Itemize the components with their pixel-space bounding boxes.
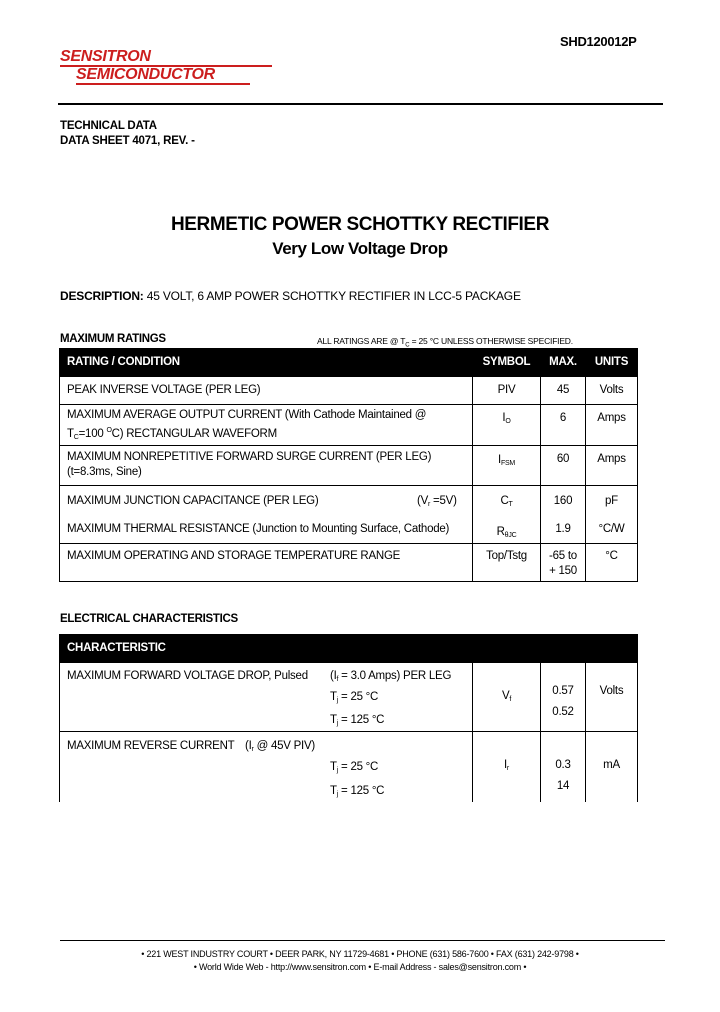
table-header-row <box>60 635 638 663</box>
t-subscript: j <box>336 767 339 774</box>
capacitance-symbol <box>473 494 540 512</box>
characteristic-condition <box>245 739 315 757</box>
t-symbol: T <box>330 714 337 726</box>
characteristic-condition <box>330 669 451 687</box>
max-cell: 6 <box>541 405 586 446</box>
symbol-sub: O <box>505 418 511 425</box>
temp-line-1 <box>67 760 472 778</box>
degree-superscript: O <box>106 427 112 434</box>
t-subscript: j <box>336 791 339 798</box>
t-subscript: j <box>336 697 339 704</box>
value-25c: 0.57 <box>552 685 574 697</box>
rating-line1 <box>67 494 472 509</box>
table-row <box>60 732 638 803</box>
symbol-cell <box>473 405 541 446</box>
cond-post: @ 45V PIV) <box>253 740 315 752</box>
t-value: = 125 °C <box>338 785 385 797</box>
cond-pre: (V <box>417 495 428 507</box>
thermal-label: MAXIMUM THERMAL RESISTANCE (Junction to Mounting Surface, Cathode) <box>67 523 450 535</box>
company-name-line1: SENSITRON <box>60 48 151 65</box>
cond-sub: f <box>336 676 339 683</box>
max-ratings-table <box>59 348 638 582</box>
value-cell <box>541 732 586 803</box>
temp-line-1 <box>67 690 472 708</box>
col-max: MAX. <box>541 349 586 377</box>
value-125c: 0.52 <box>552 706 574 718</box>
symbol-main: I <box>503 759 507 771</box>
symbol-sub: T <box>508 501 513 508</box>
col-rating: RATING / CONDITION <box>60 349 473 377</box>
t-symbol: T <box>67 428 74 440</box>
value-125c: 14 <box>556 780 570 792</box>
rating-cell <box>60 486 473 544</box>
max-cell: 60 <box>541 446 586 486</box>
rating-line2 <box>67 423 472 445</box>
thermal-units: °C/W <box>598 523 625 535</box>
ratings-note-sub: C <box>405 342 410 349</box>
document-title: HERMETIC POWER SCHOTTKY RECTIFIER <box>170 214 550 235</box>
cond-post: = 3.0 Amps) PER LEG <box>338 670 452 682</box>
table-row <box>60 663 638 732</box>
thermal-symbol <box>473 525 540 543</box>
symbol-main: C <box>500 495 509 507</box>
thermal-max: 1.9 <box>555 523 571 535</box>
units-cell: °C <box>586 544 638 582</box>
rating-cell: MAXIMUM OPERATING AND STORAGE TEMPERATURE RANGE <box>60 544 473 582</box>
cond-pre: (I <box>330 670 337 682</box>
ratings-note <box>317 336 573 349</box>
electrical-heading: ELECTRICAL CHARACTERISTICS <box>60 613 238 625</box>
temp-line-2 <box>67 713 472 731</box>
max-ratings-heading: MAXIMUM RATINGS <box>60 333 166 345</box>
value-cell <box>541 663 586 732</box>
rating-line2: (t=8.3ms, Sine) <box>67 466 142 478</box>
units-cell: Amps <box>586 446 638 486</box>
characteristic-cell <box>60 732 473 803</box>
value-25c: 0.3 <box>555 759 571 771</box>
rating-line1: MAXIMUM NONREPETITIVE FORWARD SURGE CURRENT (PER LEG) <box>67 451 432 463</box>
units-cell <box>586 486 638 544</box>
symbol-cell <box>473 732 541 803</box>
max-cell <box>541 486 586 544</box>
col-characteristic: CHARACTERISTIC <box>60 635 638 663</box>
ratings-note-pre: ALL RATINGS ARE @ T <box>317 336 406 346</box>
t-value: = 25 °C <box>338 761 379 773</box>
symbol-sub: θJC <box>504 532 517 539</box>
t-symbol: T <box>330 785 337 797</box>
document-subtitle: Very Low Voltage Drop <box>272 239 448 258</box>
table-row <box>60 377 638 405</box>
characteristic-label: MAXIMUM FORWARD VOLTAGE DROP, Pulsed <box>67 670 308 682</box>
symbol-cell: Top/Tstg <box>473 544 541 582</box>
symbol-main: R <box>496 526 505 538</box>
symbol-cell: PIV <box>473 377 541 405</box>
footer-address: • 221 WEST INDUSTRY COURT • DEER PARK, NY 11729-4681 • PHONE (631) 586-7600 • FAX (631) 242-9798 • <box>141 949 579 959</box>
symbol-sub: f <box>509 696 512 703</box>
units-cell: Volts <box>586 663 638 732</box>
characteristic-label: MAXIMUM REVERSE CURRENT <box>67 740 235 752</box>
part-number: SHD120012P <box>560 34 637 49</box>
capacitance-condition <box>417 494 457 512</box>
cond-sub: r <box>251 746 254 753</box>
rating-line1: MAXIMUM AVERAGE OUTPUT CURRENT (With Cathode Maintained @ <box>67 409 427 421</box>
technical-data-label: TECHNICAL DATA <box>60 120 157 132</box>
t-symbol: T <box>330 761 337 773</box>
t-symbol: T <box>330 691 337 703</box>
col-units: UNITS <box>586 349 638 377</box>
rating-cell: PEAK INVERSE VOLTAGE (PER LEG) <box>60 377 473 405</box>
table-header-row <box>60 349 638 377</box>
rating-line2-text: C) RECTANGULAR WAVEFORM <box>111 428 277 440</box>
t-value: = 125 °C <box>338 714 385 726</box>
units-cell: Volts <box>586 377 638 405</box>
company-name-line2: SEMICONDUCTOR <box>76 66 215 83</box>
col-symbol: SYMBOL <box>473 349 541 377</box>
max-cell: 45 <box>541 377 586 405</box>
symbol-main: I <box>502 412 506 424</box>
ratings-note-post: = 25 °C UNLESS OTHERWISE SPECIFIED. <box>409 336 573 346</box>
rating-cell <box>60 405 473 446</box>
characteristic-line1 <box>67 669 472 684</box>
footer-contact: • World Wide Web - http://www.sensitron.com • E-mail Address - sales@sensitron.com • <box>193 962 527 972</box>
units-cell: Amps <box>586 405 638 446</box>
symbol-main: V <box>501 690 510 702</box>
electrical-table <box>59 634 638 802</box>
symbol-cell <box>473 446 541 486</box>
table-row <box>60 486 638 544</box>
data-sheet-label: DATA SHEET 4071, REV. - <box>60 135 195 147</box>
symbol-main: I <box>498 454 501 466</box>
t-subscript: j <box>336 720 339 727</box>
temp-line-2 <box>67 784 472 802</box>
cond-pre: (I <box>245 740 252 752</box>
temp-range-max: + 150 <box>549 565 577 577</box>
table-row <box>60 446 638 486</box>
max-cell <box>541 544 586 582</box>
cond-sub: r <box>428 501 431 508</box>
t-value: = 25 °C <box>338 691 379 703</box>
cond-post: =5V) <box>430 495 457 507</box>
capacitance-label: MAXIMUM JUNCTION CAPACITANCE (PER LEG) <box>67 495 319 507</box>
symbol-sub: FSM <box>500 460 515 467</box>
description-text: 45 VOLT, 6 AMP POWER SCHOTTKY RECTIFIER IN LCC-5 PACKAGE <box>143 289 521 303</box>
logo-underline-2 <box>76 83 250 85</box>
description-label: DESCRIPTION: <box>60 289 144 303</box>
temp-value: =100 <box>78 428 107 440</box>
symbol-cell <box>473 663 541 732</box>
description <box>60 289 521 303</box>
temp-range-min: -65 to <box>549 550 577 562</box>
t-subscript: C <box>73 434 79 441</box>
footer-divider <box>60 940 665 941</box>
symbol-sub: r <box>506 765 510 772</box>
units-cell: mA <box>586 732 638 803</box>
table-row <box>60 405 638 446</box>
table-row <box>60 544 638 582</box>
rating-cell <box>60 446 473 486</box>
header-divider <box>58 103 663 105</box>
characteristic-cell <box>60 663 473 732</box>
capacitance-units: pF <box>605 495 618 507</box>
capacitance-max: 160 <box>553 495 573 507</box>
symbol-cell <box>473 486 541 544</box>
characteristic-line1 <box>67 739 472 754</box>
